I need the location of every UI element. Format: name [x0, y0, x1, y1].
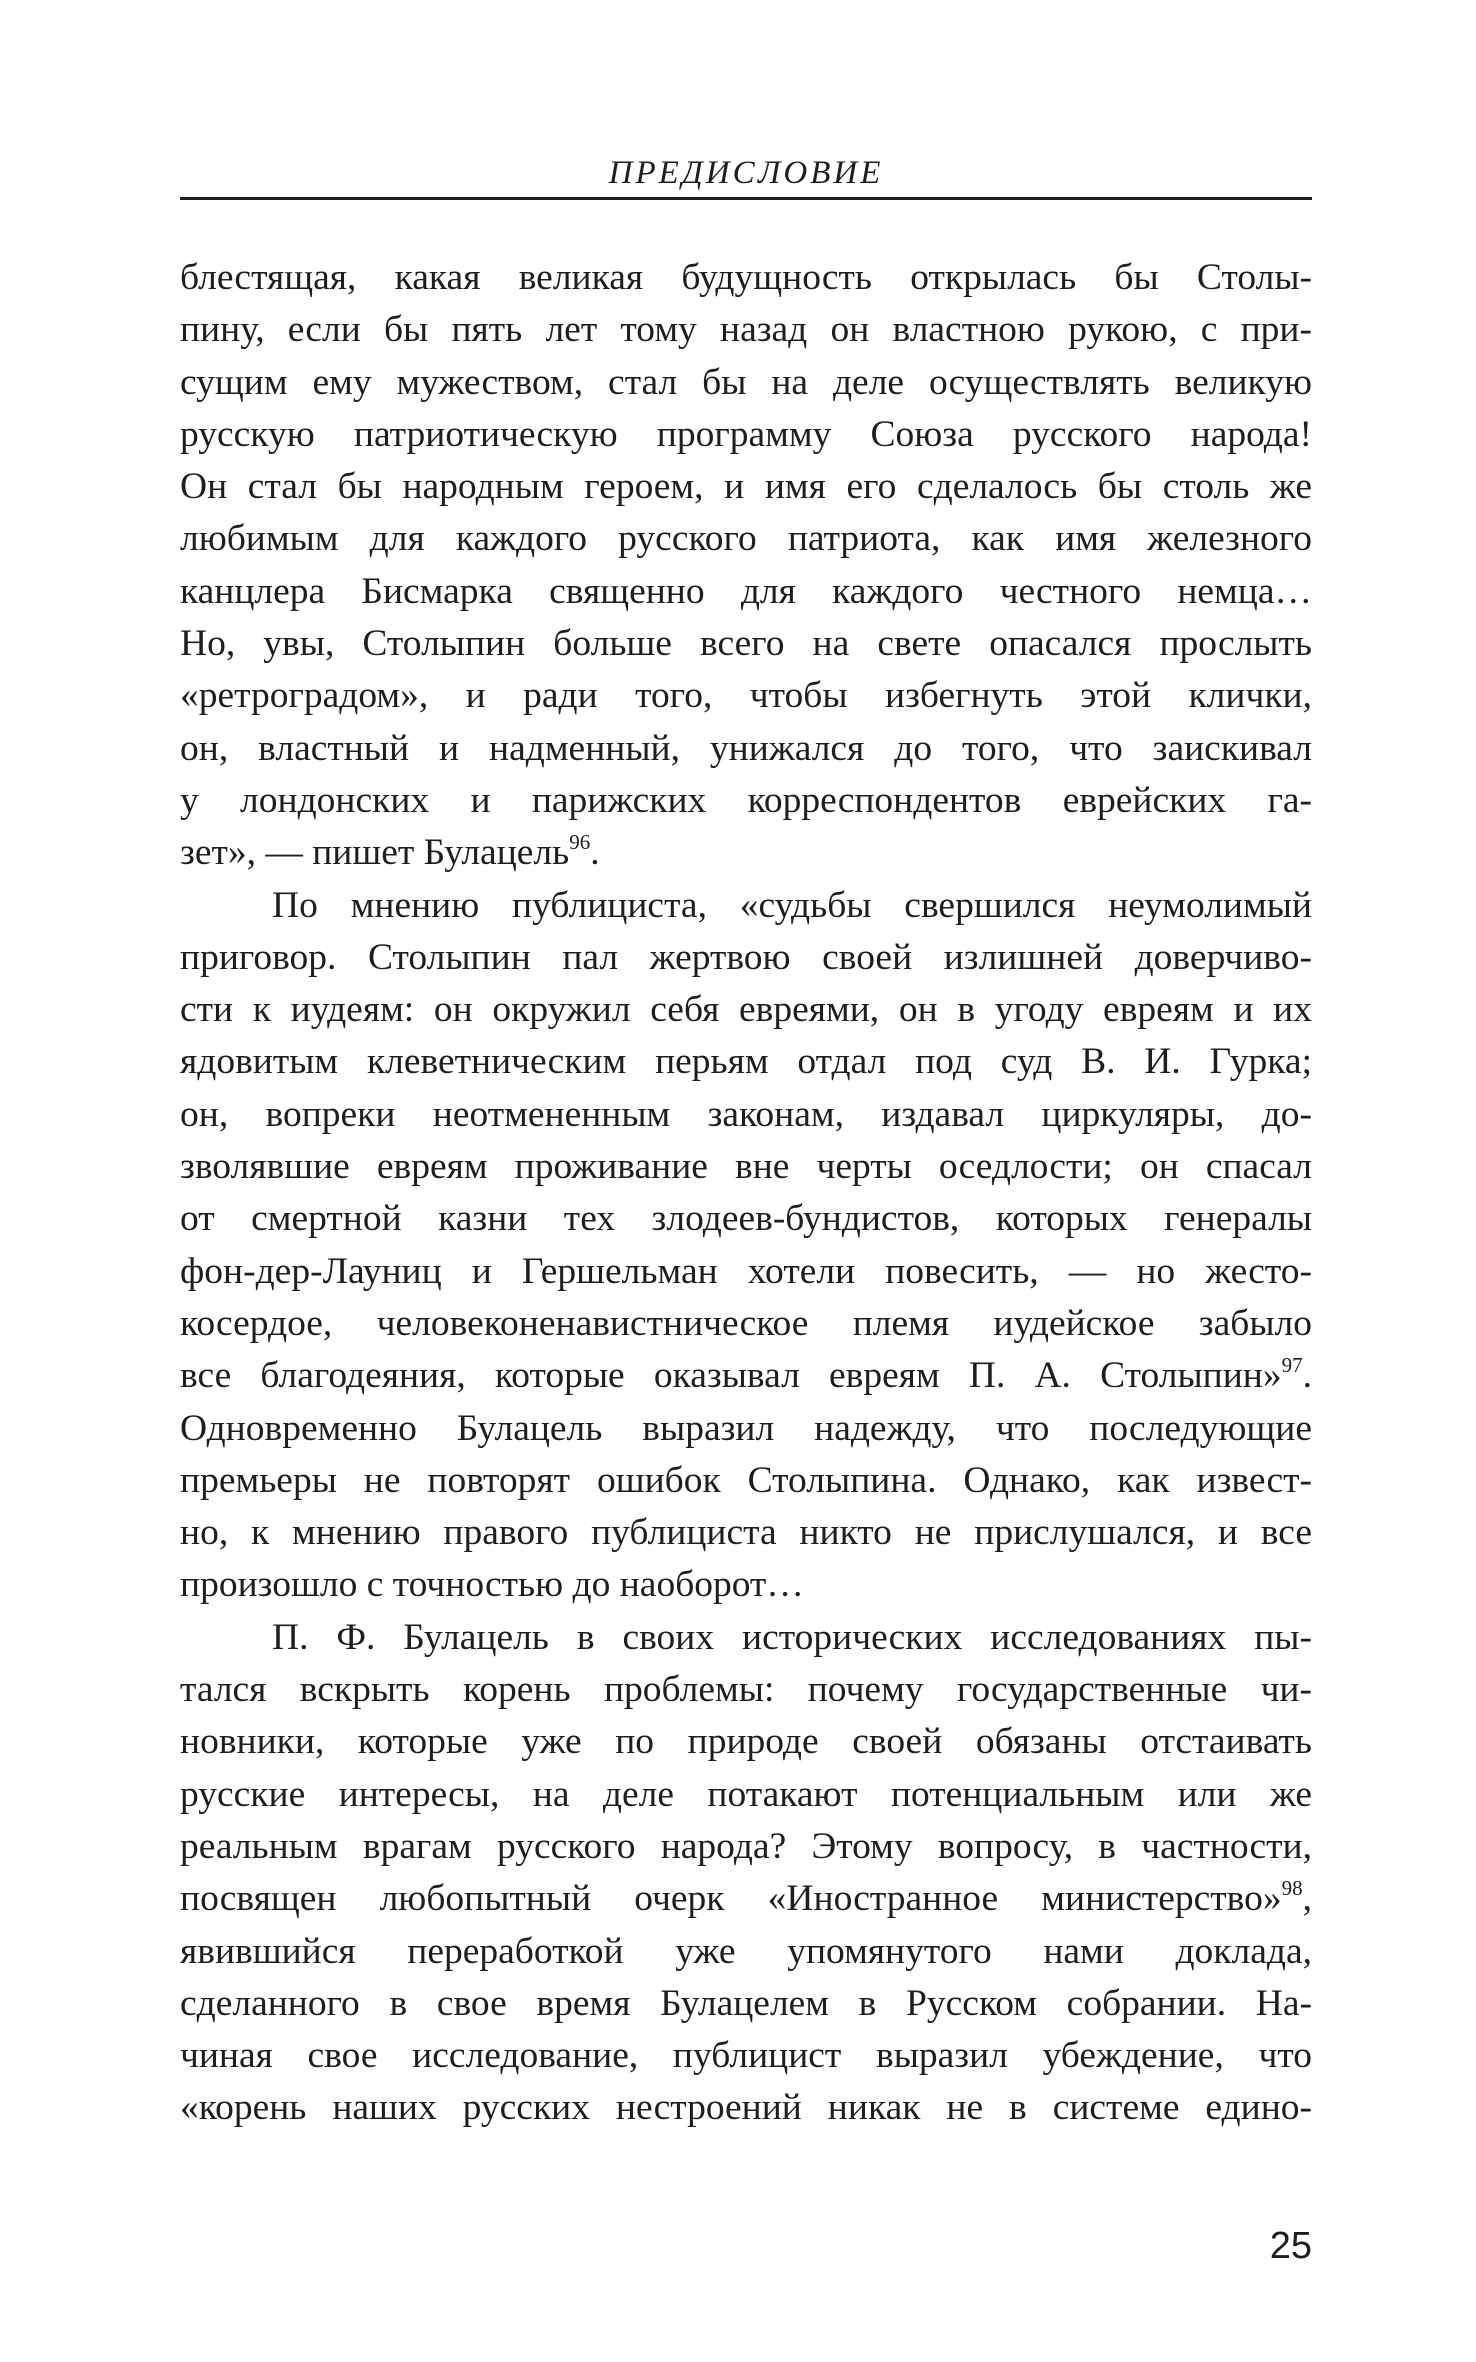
footnote-ref: 96: [569, 830, 591, 855]
text-line: премьеры не повторят ошибок Столыпина. Однако, как извест-: [180, 1459, 1312, 1501]
text-line: П. Ф. Булацель в своих исторических исследованиях пы-: [272, 1616, 1312, 1658]
text-run: ,: [1302, 1878, 1312, 1920]
text-line: приговор. Столыпин пал жертвою своей излишней доверчиво-: [180, 936, 1312, 978]
text-line: [180, 827, 1312, 879]
text-line: фон-дер-Лауниц и Гершельман хотели повесить, — но жесто-: [180, 1250, 1312, 1292]
text-line: чиная свое исследование, публицист выразил убеждение, что: [180, 2035, 1312, 2077]
text-line: [180, 1350, 1312, 1402]
text-line: сущим ему мужеством, стал бы на деле осуществлять великую: [180, 361, 1312, 403]
text-line: любимым для каждого русского патриота, как имя железного: [180, 518, 1312, 560]
text-line: он, властный и надменный, унижался до того, что заискивал: [180, 727, 1312, 769]
text-line: произошло с точностью до наоборот…: [180, 1564, 804, 1606]
text-run: .: [590, 832, 600, 874]
footnote-ref: 97: [1281, 1353, 1303, 1378]
text-line: косердое, человеконенавистническое племя иудейское забыло: [180, 1302, 1312, 1344]
text-line: блестящая, какая великая будущность открылась бы Столы-: [180, 257, 1312, 298]
text-line: По мнению публициста, «судьбы свершился неумолимый: [272, 884, 1312, 926]
text-line: Он стал бы народным героем, и имя его сделалось бы столь же: [180, 466, 1312, 508]
text-line: русские интересы, на деле потакают потенциальным или же: [180, 1773, 1312, 1815]
running-header: ПРЕДИСЛОВИЕ: [608, 155, 884, 191]
footnote-ref: 98: [1281, 1876, 1303, 1901]
text-run: все благодеяния, которые оказывал евреям П. А. Столыпин»: [180, 1355, 1282, 1397]
text-run: .: [1302, 1355, 1312, 1397]
text-line: новники, которые уже по природе своей обязаны отстаивать: [180, 1721, 1312, 1763]
text-line: Но, увы, Столыпин больше всего на свете опасался прослыть: [180, 623, 1312, 665]
page-number: 25: [1269, 2225, 1312, 2267]
text-line: явившийся переработкой уже упомянутого нами доклада,: [180, 1930, 1312, 1972]
text-line: сделанного в свое время Булацелем в Русском собрании. На-: [180, 1982, 1312, 2024]
text-line: реальным врагам русского народа? Этому вопросу, в частности,: [180, 1825, 1312, 1867]
text-line: Одновременно Булацель выразил надежду, что последующие: [180, 1407, 1312, 1449]
header-rule: [180, 197, 1312, 200]
text-line: зволявшие евреям проживание вне черты оседлости; он спасал: [180, 1146, 1312, 1188]
text-line: «корень наших русских нестроений никак не в системе едино-: [180, 2087, 1312, 2129]
text-line: но, к мнению правого публициста никто не прислушался, и все: [180, 1512, 1312, 1554]
text-line: «ретроградом», и ради того, чтобы избегнуть этой клички,: [180, 675, 1312, 717]
text-run: зет», — пишет Булацель: [180, 832, 570, 874]
text-line: от смертной казни тех злодеев-бундистов, которых генералы: [180, 1198, 1312, 1240]
text-run: посвящен любопытный очерк «Иностранное министерство»: [180, 1878, 1282, 1920]
text-line: пину, если бы пять лет тому назад он властною рукою, с при-: [180, 309, 1312, 351]
text-line: русскую патриотическую программу Союза русского народа!: [180, 413, 1312, 455]
text-line: канцлера Бисмарка священно для каждого честного немца…: [180, 570, 1312, 612]
text-line: он, вопреки неотмененным законам, издавал циркуляры, до-: [180, 1093, 1312, 1135]
text-line: тался вскрыть корень проблемы: почему государственные чи-: [180, 1669, 1312, 1711]
text-line: ядовитым клеветническим перьям отдал под суд В. И. Гурка;: [180, 1041, 1312, 1083]
body-text: [180, 252, 1312, 2135]
text-line: [180, 1873, 1312, 1925]
text-line: у лондонских и парижских корреспондентов еврейских га-: [180, 779, 1312, 821]
text-line: сти к иудеям: он окружил себя евреями, он в угоду евреям и их: [180, 989, 1312, 1031]
